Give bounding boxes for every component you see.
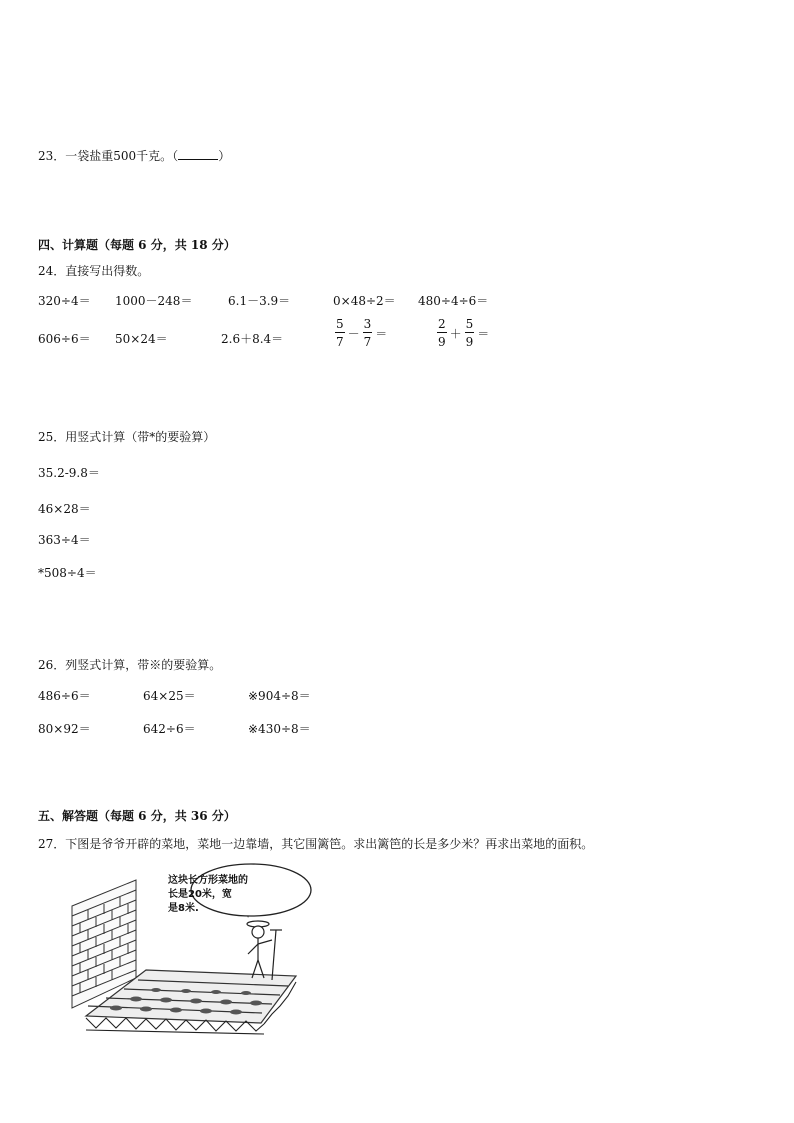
- operator: ＋: [449, 326, 462, 341]
- fraction-expression-1: [335, 318, 387, 348]
- answer-blank[interactable]: [178, 148, 218, 160]
- numerator: 5: [336, 317, 344, 331]
- equals: ＝: [477, 326, 490, 341]
- calc-item: 480÷4÷6＝: [418, 294, 489, 308]
- denominator: 7: [336, 335, 344, 349]
- calc-item: 1000－248＝: [115, 294, 193, 308]
- calc-item: 0×48÷2＝: [333, 294, 396, 308]
- question-number: 24．: [38, 264, 66, 278]
- bubble-line: 长是20米，宽: [168, 889, 232, 900]
- question-prompt: 列竖式计算，带※的要验算。: [65, 658, 222, 672]
- numerator: 3: [363, 317, 372, 331]
- garden-illustration: [66, 858, 316, 1038]
- vertical-calc-item: ※904÷8＝: [248, 689, 311, 703]
- vertical-calc-item: 35.2-9.8＝: [38, 466, 100, 480]
- question-prompt: 下图是爷爷开辟的菜地，菜地一边靠墙，其它围篱笆。求出篱笆的长是多少米？再求出菜地的面积。: [65, 837, 594, 851]
- calc-item: 320÷4＝: [38, 294, 91, 308]
- fraction: [465, 318, 475, 348]
- vertical-calc-item: 486÷6＝: [38, 689, 91, 703]
- vertical-calc-item: 64×25＝: [143, 689, 196, 703]
- denominator: 9: [465, 335, 474, 349]
- vertical-calc-item: 46×28＝: [38, 502, 91, 516]
- question-27: [38, 835, 593, 852]
- vertical-calc-item: ※430÷8＝: [248, 722, 311, 736]
- question-number: 23．: [38, 149, 66, 163]
- denominator: 9: [438, 335, 446, 349]
- numerator: 2: [438, 317, 446, 331]
- bubble-line: 这块长方形菜地的: [168, 875, 248, 886]
- question-number: 25．: [38, 430, 66, 444]
- question-text-close: ）: [218, 149, 231, 163]
- vertical-calc-item: 642÷6＝: [143, 722, 196, 736]
- vertical-calc-item: 80×92＝: [38, 722, 91, 736]
- question-26: [38, 656, 221, 673]
- fraction: [335, 318, 345, 348]
- denominator: 7: [363, 335, 372, 349]
- question-number: 26．: [38, 658, 66, 672]
- operator: －: [347, 326, 360, 341]
- fraction: [363, 318, 373, 348]
- grandpa-figure: [247, 921, 282, 980]
- question-23: [38, 147, 230, 164]
- question-number: 27．: [38, 837, 66, 851]
- calc-item: 50×24＝: [115, 332, 168, 346]
- question-24: [38, 262, 149, 279]
- calc-item: 6.1－3.9＝: [228, 294, 291, 308]
- calc-item: 606÷6＝: [38, 332, 91, 346]
- section-title-5: 五、解答题（每题 6 分，共 36 分）: [38, 809, 236, 823]
- equals: ＝: [375, 326, 388, 341]
- calc-item: 2.6＋8.4＝: [221, 332, 284, 346]
- fraction: [437, 318, 447, 348]
- question-prompt: 用竖式计算（带*的要验算）: [65, 430, 216, 444]
- vertical-calc-item: *508÷4＝: [38, 566, 97, 580]
- fraction-expression-2: [437, 318, 489, 348]
- question-prompt: 直接写出得数。: [65, 264, 150, 278]
- question-25: [38, 428, 215, 445]
- vertical-calc-item: 363÷4＝: [38, 533, 91, 547]
- section-title-4: 四、计算题（每题 6 分，共 18 分）: [38, 238, 236, 252]
- question-text: 一袋盐重500千克。（: [65, 149, 179, 163]
- bubble-line: 是8米.: [168, 903, 199, 914]
- speech-bubble-text: [168, 874, 248, 916]
- numerator: 5: [465, 317, 474, 331]
